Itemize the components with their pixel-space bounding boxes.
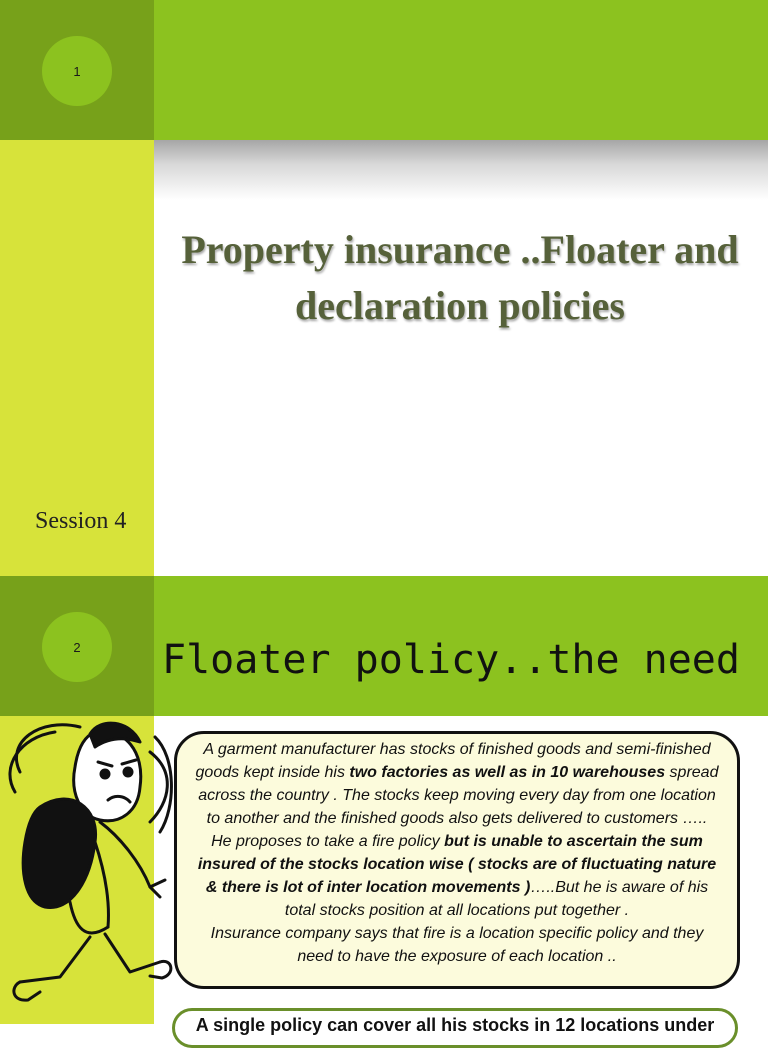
slide-title: Property insurance ..Floater and declaration policies [181, 227, 739, 328]
callout-bold-2: but is unable to ascertain the sum insured of the stocks location wise ( stocks are of fluctuating nature & there is lot of inter location movements ) [197, 833, 717, 896]
slide-number-badge: 2 [42, 612, 112, 682]
slide-number-corner [0, 576, 154, 716]
session-label: Session 4 [35, 508, 127, 534]
header-shadow [154, 140, 768, 200]
worried-man-clipart-icon [0, 712, 176, 1012]
callout-text-4: Insurance company says that fire is a location specific policy and they need to have the exposure of each location .. [210, 925, 704, 965]
slide-number-corner [0, 0, 154, 140]
bottom-summary-box: A single policy can cover all his stocks in 12 locations under [172, 1008, 738, 1048]
callout-text-2: spread across the country . The stocks keep moving every day from one location to another and the finished goods also gets delivered to customers ….. He proposes to take a fire policy [198, 764, 719, 850]
slide-number-badge: 1 [42, 36, 112, 106]
header-bar [154, 0, 768, 140]
callout-text-1: A garment manufacturer has stocks of finished goods and semi-finished goods kept inside his [195, 741, 711, 781]
slide-title: Floater policy..the need [162, 637, 740, 683]
callout-text-3: …..But he is aware of his total stocks position at all locations put together . [284, 879, 709, 919]
scenario-callout [174, 731, 740, 989]
callout-bold-1: two factories as well as in 10 warehouses [349, 764, 666, 781]
